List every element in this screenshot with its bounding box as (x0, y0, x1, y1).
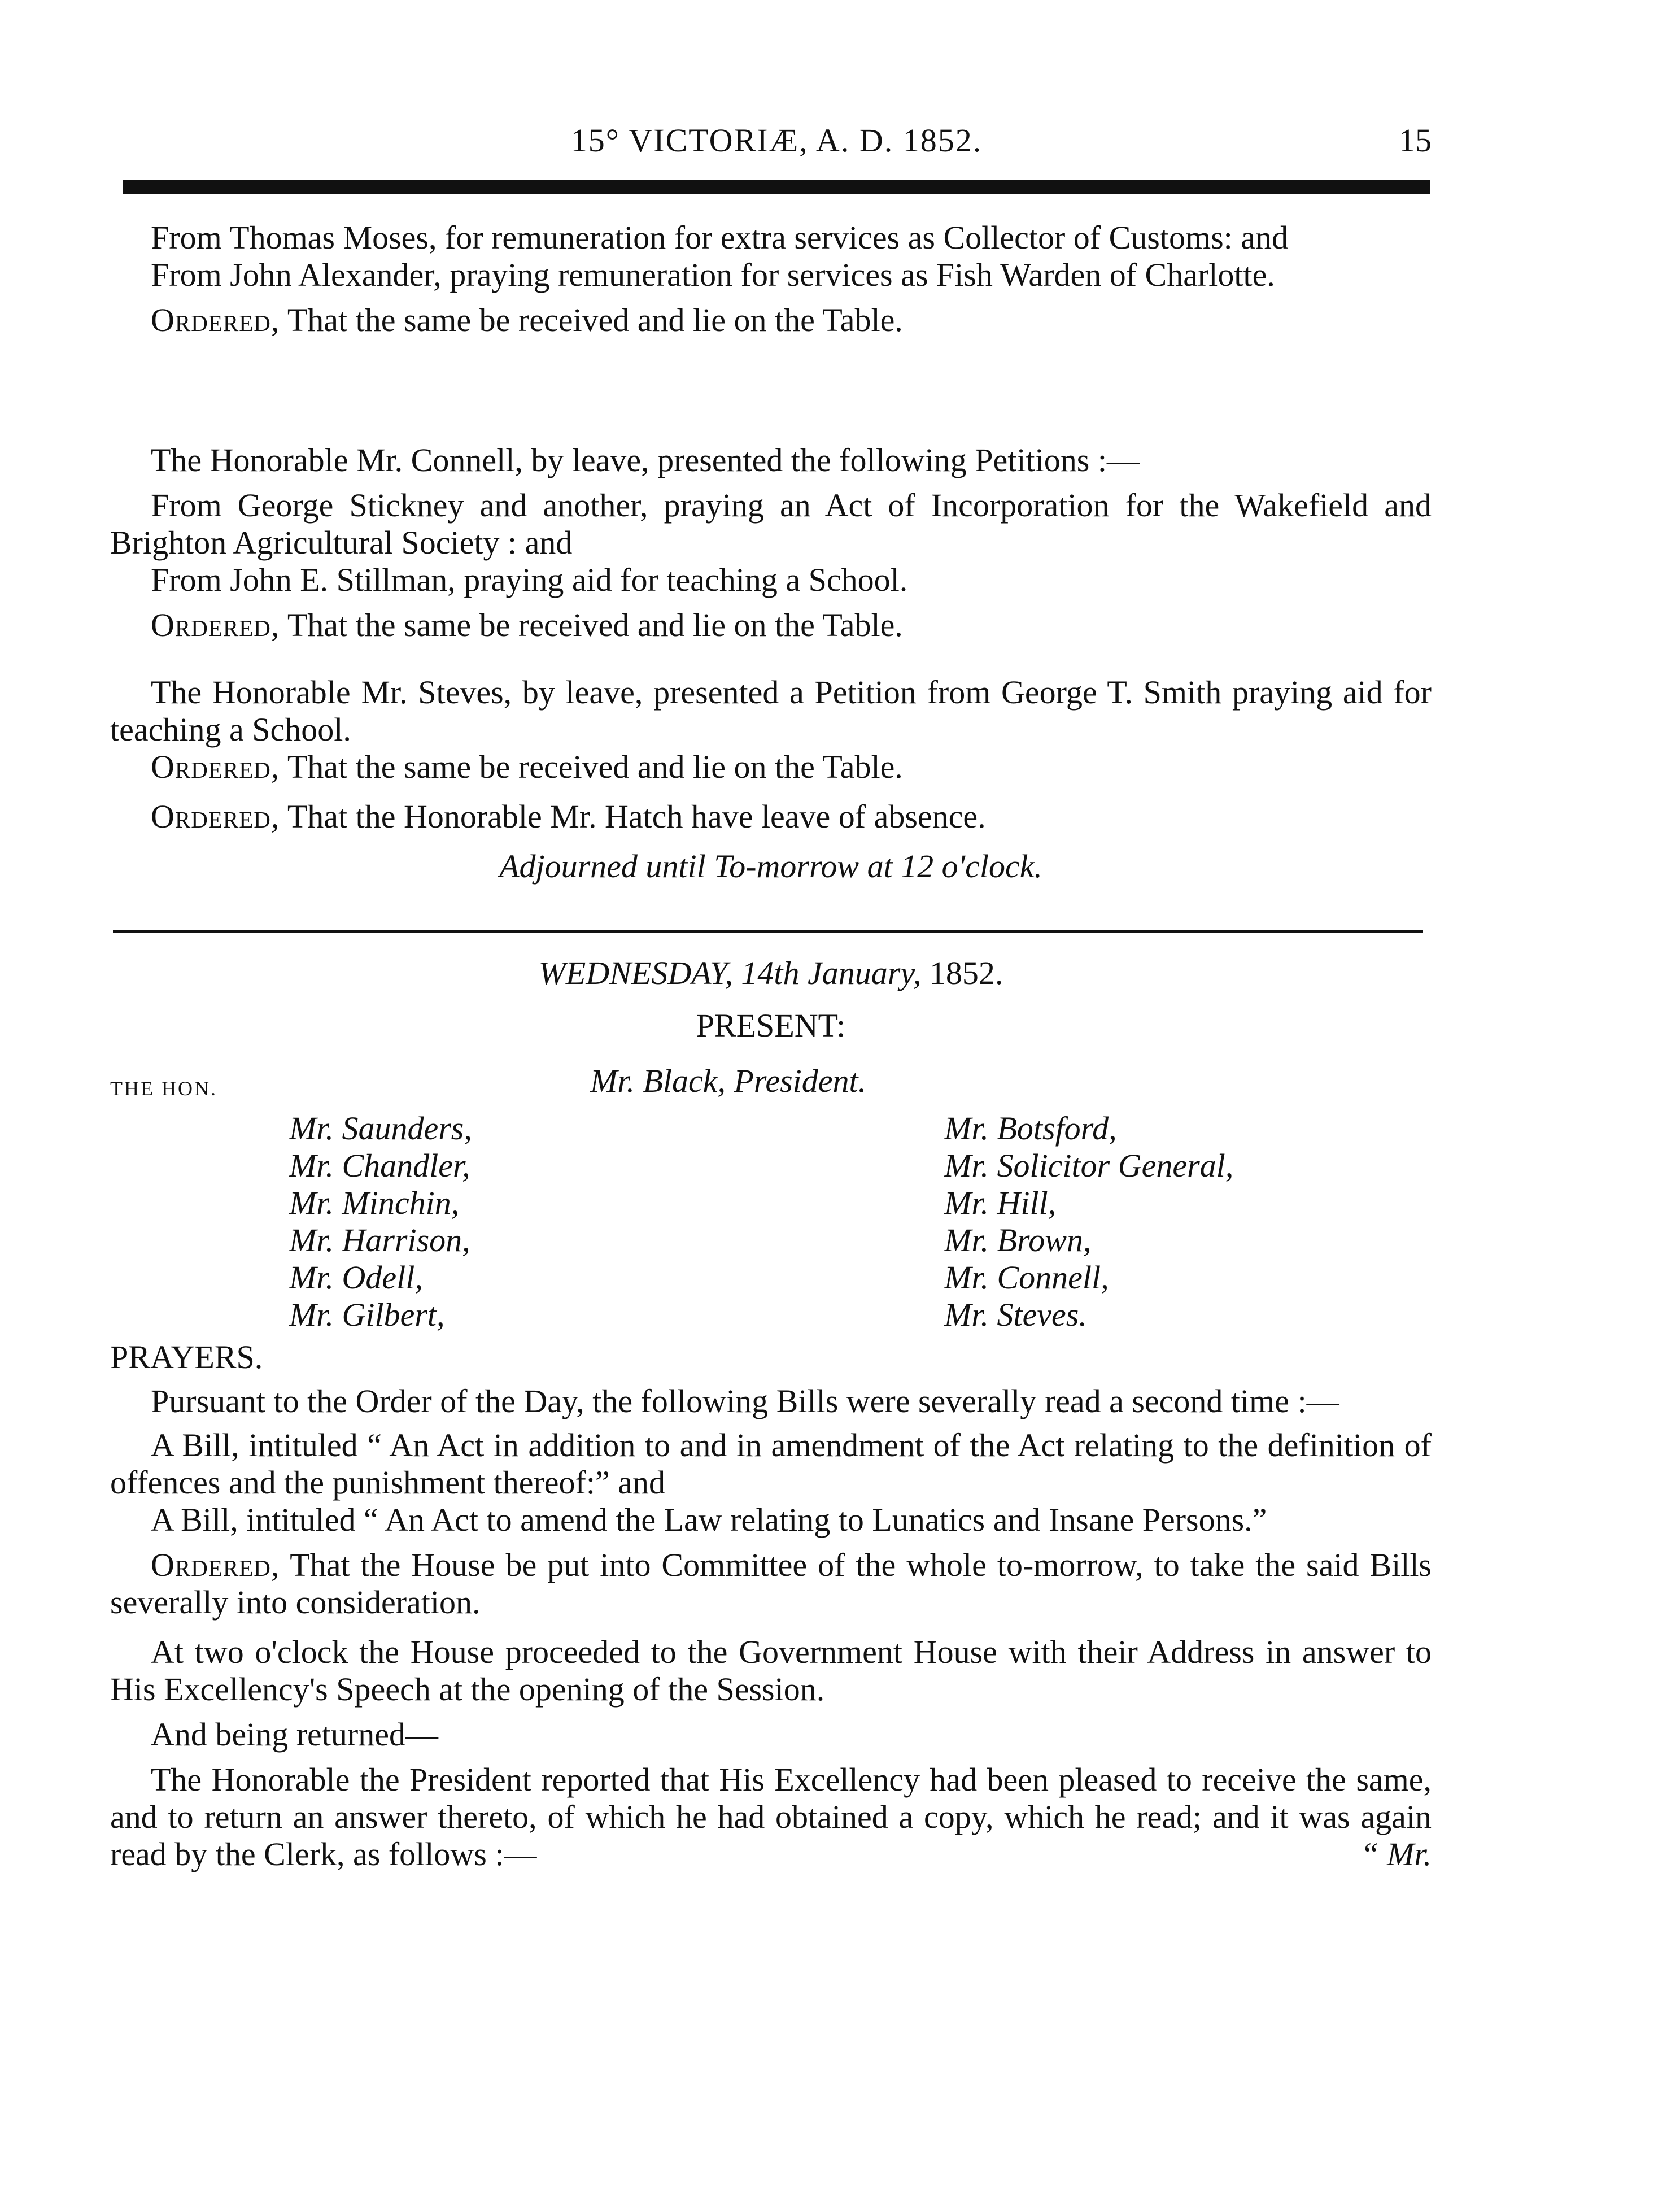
paragraph: A Bill, intituled “ An Act to amend the Law relating to Lunatics and Insane Persons.” (151, 1501, 1267, 1538)
paragraph: A Bill, intituled “ An Act in addition to and in amendment of the Act relating to the definition of offences and the punishment thereof:” and (110, 1427, 1432, 1501)
ordered-paragraph (110, 748, 1432, 786)
section-divider (113, 930, 1423, 933)
ordered-paragraph (110, 1547, 1432, 1621)
member-name: Mr. Connell, (944, 1259, 1109, 1296)
header-title: 15° VICTORIÆ, A. D. 1852. (570, 122, 983, 159)
ordered-text: That the same be received and lie on the Table. (287, 302, 903, 338)
section-proceedings (110, 1339, 1432, 1873)
member-name: Mr. Solicitor General, (944, 1147, 1234, 1184)
member-name: Mr. Chandler, (289, 1147, 470, 1184)
section-petitions-2 (110, 442, 1432, 644)
ordered-paragraph (110, 798, 1432, 835)
paragraph: From Thomas Moses, for remuneration for extra services as Collector of Customs: and (151, 219, 1288, 256)
paragraph: Pursuant to the Order of the Day, the following Bills were severally read a second time :— (151, 1383, 1339, 1419)
ordered-label: Ordered, (151, 302, 280, 338)
paragraph: At two o'clock the House proceeded to the Government House with their Address in answer to His Excellency's Speech at the opening of the Session. (110, 1634, 1432, 1708)
the-hon-label: THE HON. (110, 1077, 217, 1100)
prayers-heading: PRAYERS. (110, 1339, 263, 1375)
paragraph: From John Alexander, praying remuneration for services as Fish Warden of Charlotte. (151, 256, 1275, 293)
paragraph: From George Stickney and another, praying an Act of Incorporation for the Wakefield and Brighton Agricultural Society : and (110, 487, 1432, 561)
ordered-text: That the same be received and lie on the Table. (287, 748, 903, 785)
member-name: Mr. Brown, (944, 1222, 1092, 1258)
sitting-date (110, 955, 1432, 992)
paragraph: And being returned— (151, 1716, 438, 1753)
ordered-paragraph (110, 302, 1432, 339)
member-name: Mr. Botsford, (944, 1110, 1117, 1147)
ordered-label: Ordered, (151, 607, 280, 643)
ordered-text: That the same be received and lie on the Table. (287, 607, 903, 643)
running-header (121, 121, 1432, 167)
catchword: “ Mr. (1360, 1836, 1432, 1872)
paragraph (110, 1761, 1432, 1873)
member-name: Mr. Odell, (289, 1259, 423, 1296)
paragraph-text: The Honorable the President reported that His Excellency had been pleased to receive the same, and to return an answer thereto, of which he had obtained a copy, which he read; and it was again read by the Clerk, as follows :— (110, 1761, 1432, 1872)
member-name: Mr. Gilbert, (289, 1296, 445, 1333)
page-number: 15 (1399, 122, 1432, 159)
date-month: 14th January, (741, 955, 922, 991)
adjournment-line: Adjourned until To-morrow at 12 o'clock. (499, 848, 1042, 885)
paragraph: From John E. Stillman, praying aid for teaching a School. (151, 561, 908, 598)
member-name: Mr. Harrison, (289, 1222, 470, 1258)
ordered-label: Ordered, (151, 798, 280, 835)
member-name: Mr. Minchin, (289, 1184, 460, 1221)
ordered-label: Ordered, (151, 1547, 280, 1583)
ordered-text: That the House be put into Committee of the whole to-morrow, to take the said Bills severally into consideration. (110, 1547, 1432, 1621)
president-name: Mr. Black, President. (590, 1062, 867, 1099)
header-rule (123, 180, 1430, 194)
present-heading: PRESENT: (696, 1007, 846, 1044)
date-year: 1852. (929, 955, 1003, 991)
ordered-text: That the Honorable Mr. Hatch have leave of absence. (287, 798, 986, 835)
date-day: WEDNESDAY, (538, 955, 733, 991)
section-petitions-1 (110, 219, 1432, 339)
paragraph: The Honorable Mr. Connell, by leave, presented the following Petitions :— (151, 442, 1140, 478)
paragraph: The Honorable Mr. Steves, by leave, presented a Petition from George T. Smith praying aid for teaching a School. (110, 674, 1432, 748)
member-name: Mr. Hill, (944, 1184, 1057, 1221)
ordered-paragraph (110, 607, 1432, 644)
members-left-column (289, 1110, 472, 1334)
members-right-column (944, 1110, 1233, 1334)
section-petitions-3 (110, 674, 1432, 885)
member-name: Mr. Saunders, (289, 1110, 472, 1147)
member-name: Mr. Steves. (944, 1296, 1087, 1333)
ordered-label: Ordered, (151, 748, 280, 785)
